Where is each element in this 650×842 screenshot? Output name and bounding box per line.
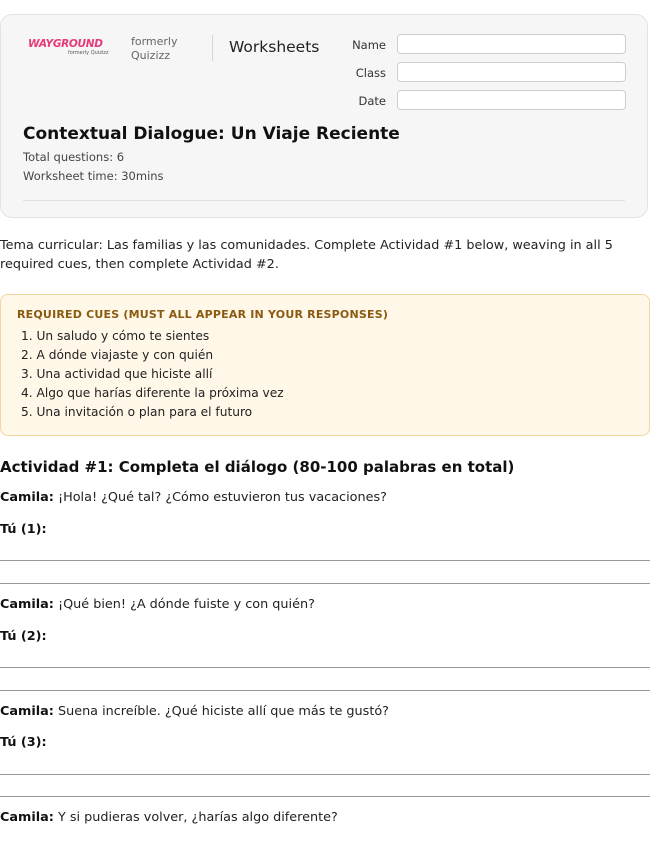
speaker-label: Camila: bbox=[0, 597, 54, 612]
response-label-3 bbox=[0, 735, 47, 750]
answer-line[interactable] bbox=[0, 583, 650, 584]
class-field[interactable] bbox=[397, 62, 626, 82]
cue-item: 2. A dónde viajaste y con quién bbox=[21, 348, 214, 362]
worksheet-time: Worksheet time: 30mins bbox=[23, 169, 164, 183]
name-field[interactable] bbox=[397, 34, 626, 54]
speaker-label: Tú (1): bbox=[0, 522, 47, 537]
former-brand-text: Quizizz bbox=[131, 49, 171, 62]
dialogue-line-camila-1 bbox=[0, 490, 387, 505]
formerly-note bbox=[131, 35, 178, 63]
activity-1-title: Actividad #1: Completa el diálogo (80-100 palabras en total) bbox=[0, 458, 515, 476]
formerly-text: formerly bbox=[131, 35, 178, 48]
brand-name: WAYGROUND bbox=[28, 38, 103, 50]
answer-line[interactable] bbox=[0, 796, 650, 797]
response-label-2 bbox=[0, 629, 47, 644]
cue-item: 4. Algo que harías diferente la próxima vez bbox=[21, 386, 284, 400]
speaker-label: Camila: bbox=[0, 810, 54, 825]
speaker-label: Camila: bbox=[0, 490, 54, 505]
response-label-1 bbox=[0, 522, 47, 537]
answer-line[interactable] bbox=[0, 774, 650, 775]
cue-item: 3. Una actividad que hiciste allí bbox=[21, 367, 213, 381]
header-rule bbox=[23, 200, 625, 201]
cue-item: 1. Un saludo y cómo te sientes bbox=[21, 329, 210, 343]
brand-subtitle: formerly Quizizz bbox=[68, 50, 109, 56]
answer-line[interactable] bbox=[0, 667, 650, 668]
dialogue-line-camila-2 bbox=[0, 597, 315, 612]
header-divider bbox=[212, 35, 213, 61]
dialogue-text: ¡Qué bien! ¿A dónde fuiste y con quién? bbox=[53, 597, 315, 612]
dialogue-line-camila-3 bbox=[0, 704, 389, 719]
dialogue-text: Suena increíble. ¿Qué hiciste allí que más te gustó? bbox=[53, 704, 389, 719]
wayground-logo bbox=[28, 38, 118, 60]
dialogue-text: Y si pudieras volver, ¿harías algo diferente? bbox=[53, 810, 338, 825]
class-label: Class bbox=[355, 66, 386, 80]
cues-title: REQUIRED CUES (MUST ALL APPEAR IN YOUR RESPONSES) bbox=[17, 308, 389, 321]
speaker-label: Tú (2): bbox=[0, 629, 47, 644]
name-label: Name bbox=[352, 38, 386, 52]
answer-line[interactable] bbox=[0, 690, 650, 691]
required-cues-box bbox=[0, 294, 650, 436]
total-questions: Total questions: 6 bbox=[23, 150, 125, 164]
answer-line[interactable] bbox=[0, 560, 650, 561]
date-field[interactable] bbox=[397, 90, 626, 110]
dialogue-text: ¡Hola! ¿Qué tal? ¿Cómo estuvieron tus vacaciones? bbox=[53, 490, 387, 505]
worksheet-title: Contextual Dialogue: Un Viaje Reciente bbox=[23, 124, 400, 144]
product-title: Worksheets bbox=[229, 38, 320, 56]
speaker-label: Camila: bbox=[0, 704, 54, 719]
speaker-label: Tú (3): bbox=[0, 735, 47, 750]
cue-item: 5. Una invitación o plan para el futuro bbox=[21, 405, 253, 419]
dialogue-line-camila-4 bbox=[0, 810, 338, 825]
date-label: Date bbox=[358, 94, 386, 108]
intro-text: Tema curricular: Las familias y las comunidades. Complete Actividad #1 below, weaving in all 5 required cues, then complete Actividad #2. bbox=[0, 238, 613, 272]
